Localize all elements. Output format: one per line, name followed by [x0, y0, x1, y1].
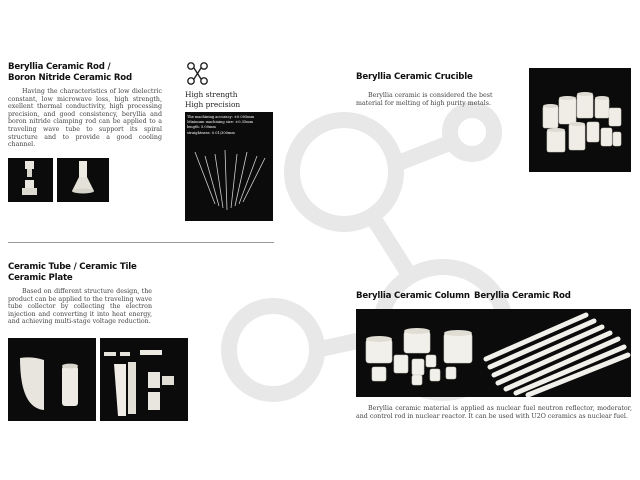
section1-text: Having the characteristics of low dielectric constant, low microwave loss, high strength, exellent thermal conductivity, high processing precision, and good consistency, beryllia and boron nitride clamping rod can be applied to a traveling wave tube to support its spiral structure and to provide a good cooling channel.	[8, 88, 162, 149]
feature-label	[185, 90, 240, 110]
spec-item: The machining accuracy: ±0.005mm	[187, 115, 255, 119]
boron-nitride-parts-image	[8, 158, 53, 202]
spec-item: length: 5.00mm	[187, 125, 216, 130]
column-rod-photo	[356, 309, 631, 397]
section3-title-line1: Ceramic Tube / Ceramic Tile	[8, 262, 137, 272]
section4-title-column: Beryllia Ceramic Column	[356, 291, 470, 301]
molecule-icon	[184, 60, 212, 88]
spec-item: Minimum machining size: ±0.35mm	[187, 120, 254, 125]
tube-photo	[8, 338, 96, 421]
section3-title-line2: Ceramic Plate	[8, 273, 73, 283]
section4-title-rod: Beryllia Ceramic Rod	[474, 291, 571, 301]
spec-item: straightness: 0.01/300mm	[187, 130, 235, 135]
section1-photo-1	[8, 158, 53, 202]
section3-title	[8, 262, 188, 284]
section1-title-line1: Beryllia Ceramic Rod /	[8, 62, 111, 72]
section-divider	[8, 242, 274, 243]
section1-photo-2	[57, 158, 109, 202]
feature-panel	[185, 112, 273, 221]
section3-text: Based on different structure design, the product can be applied to the traveling wave tube collector by collecting the electron injection and converting it into heat energy, and achieving multi-stage voltage reduction.	[8, 288, 152, 326]
ceramic-plates-image	[100, 338, 188, 421]
section1-title	[8, 62, 178, 84]
thin-rods-image	[185, 112, 273, 221]
feature-label-line2: High precision	[185, 100, 241, 109]
section2-text: Beryllia ceramic is considered the best material for melting of high purity metals.	[356, 92, 493, 107]
section2-title: Beryllia Ceramic Crucible	[356, 72, 473, 82]
crucibles-image	[529, 68, 631, 172]
section4-text: Beryllia ceramic material is applied as nuclear fuel neutron reflector, moderator, and control rod in nuclear reactor. It can be used with U2O ceramics as nuclear fuel.	[356, 405, 632, 420]
feature-label-line1: High strength	[185, 90, 238, 99]
crucible-photo	[529, 68, 631, 172]
ceramic-tube-image	[8, 338, 96, 421]
columns-and-rods-image	[356, 309, 631, 397]
ceramic-clamp-image	[57, 158, 109, 202]
plate-photo	[100, 338, 188, 421]
section1-title-line2: Boron Nitride Ceramic Rod	[8, 73, 132, 83]
